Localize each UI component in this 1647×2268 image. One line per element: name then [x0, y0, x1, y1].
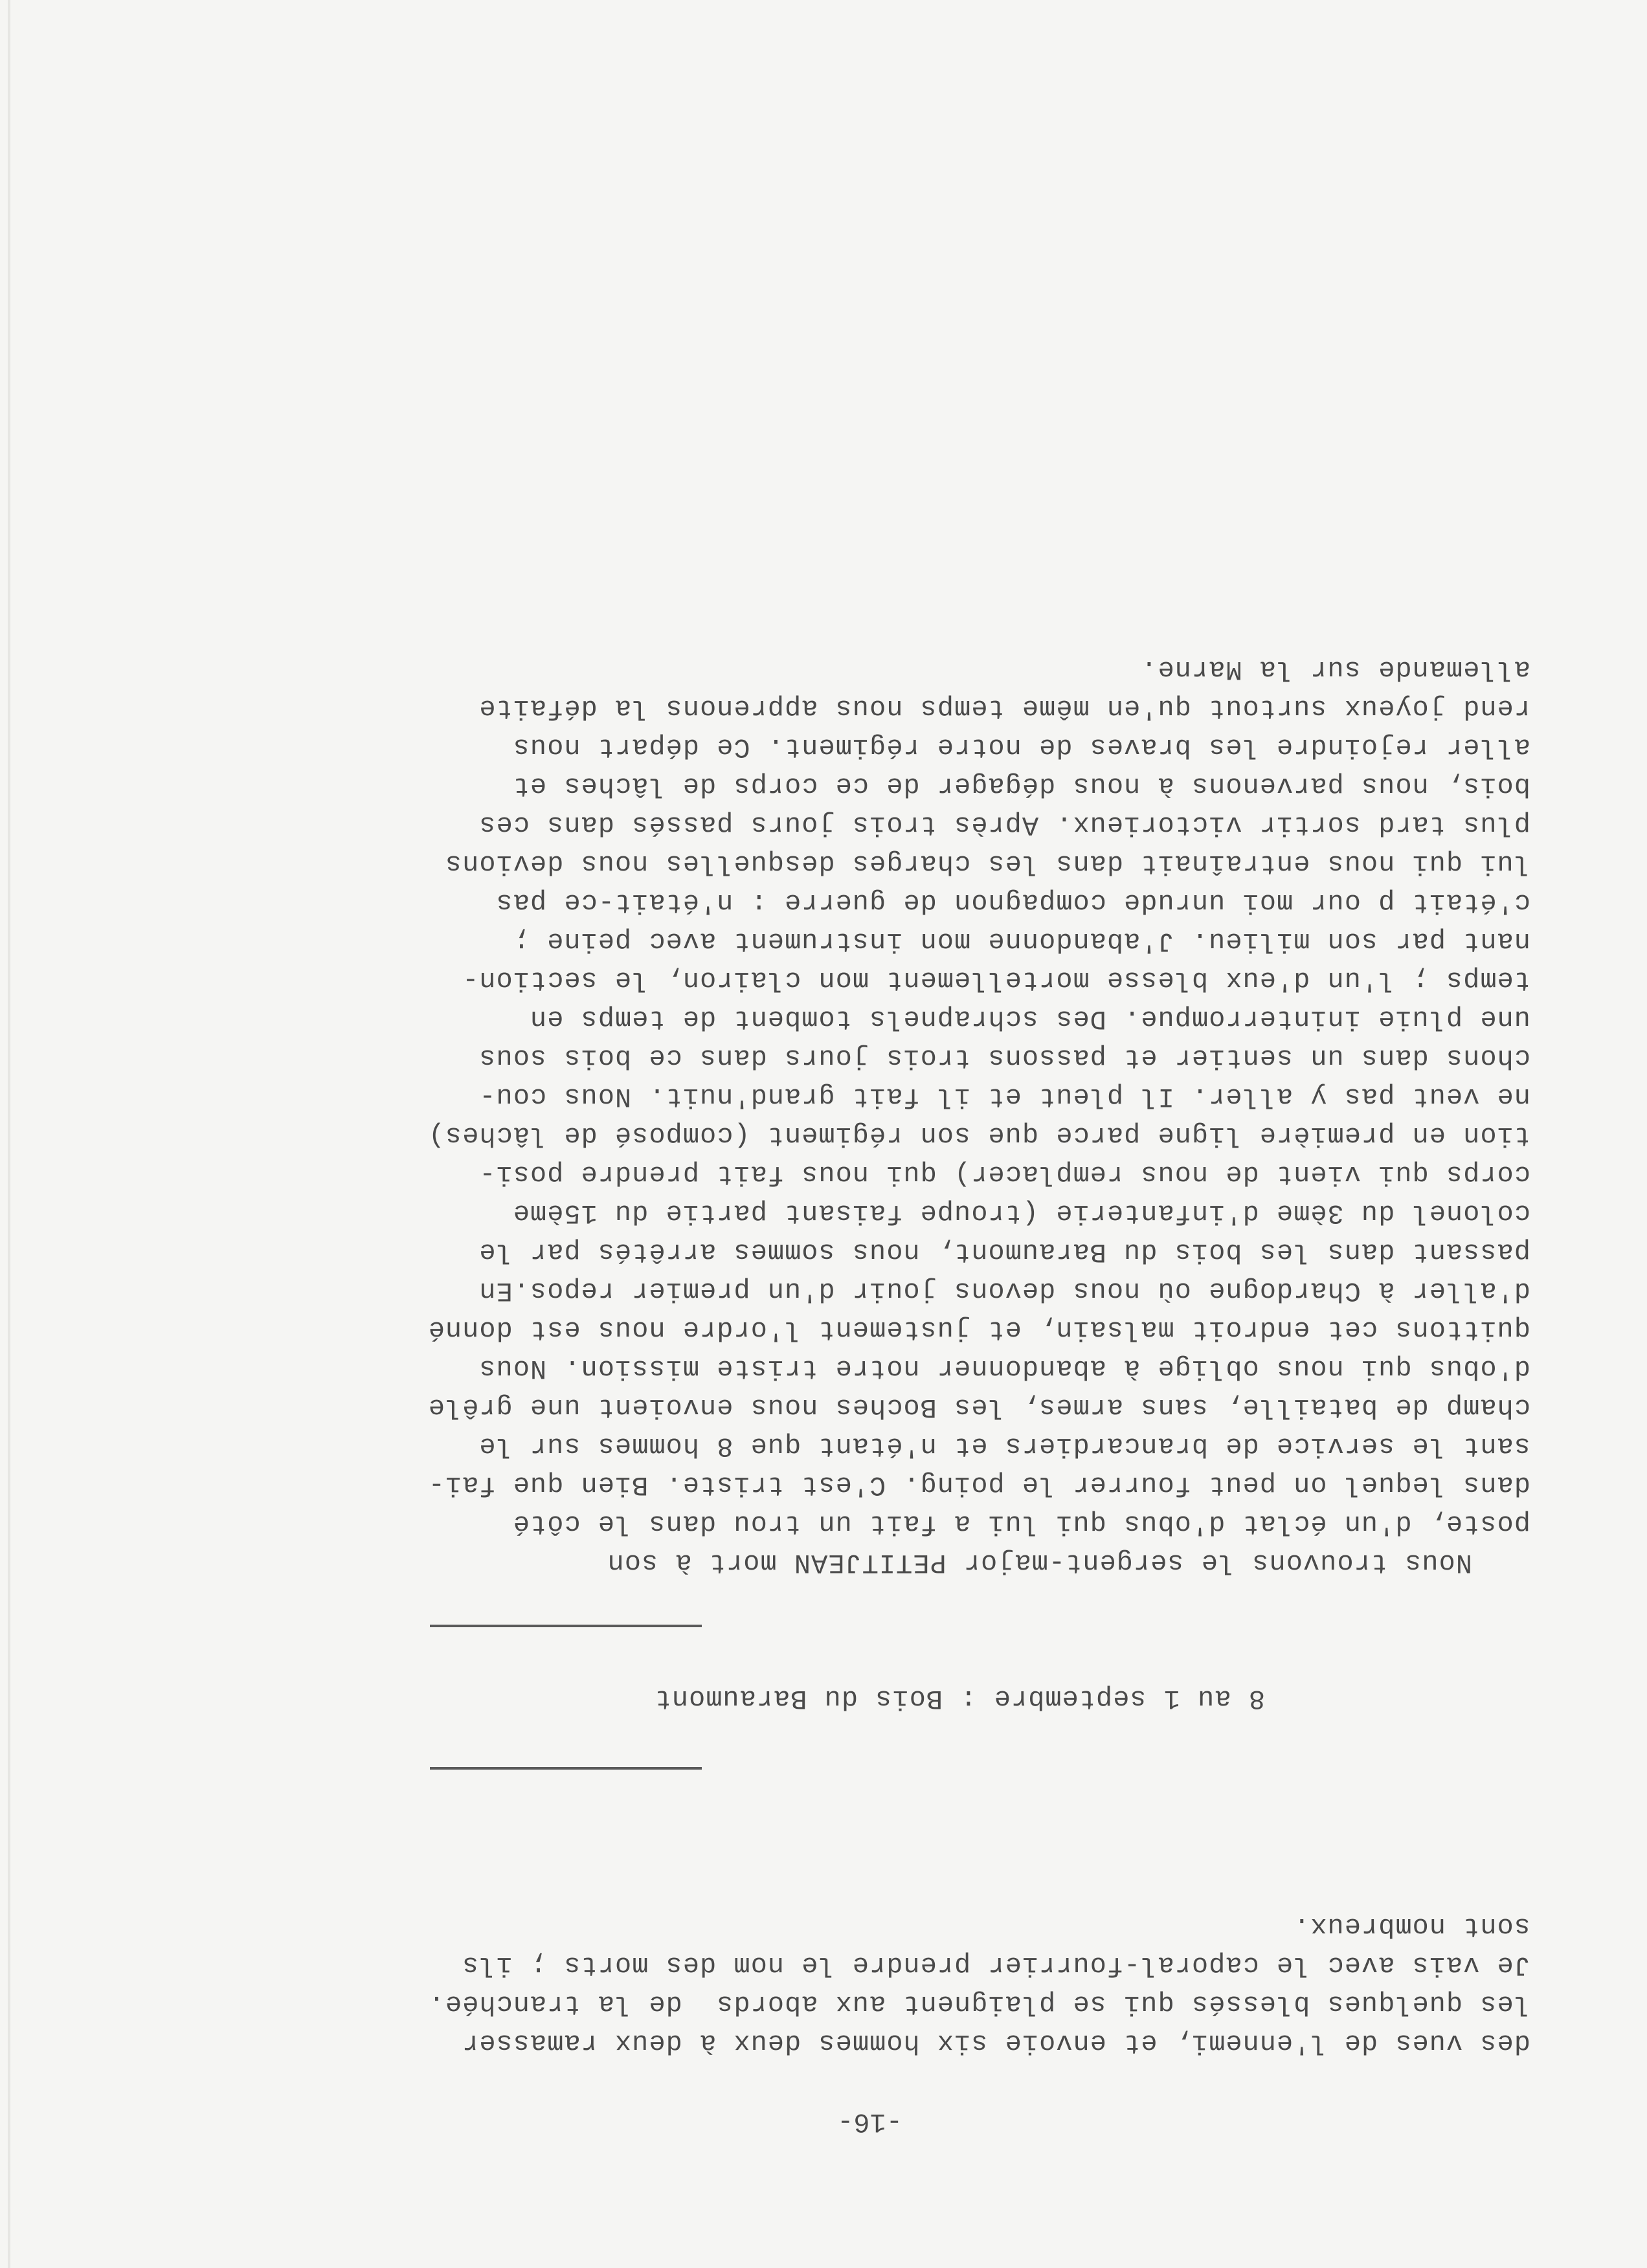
text-line: d'obus qui nous oblige à abandonner notre triste mission. Nous [478, 1353, 1530, 1384]
text-line: lui qui nous entraînait dans les charges desquelles nous devions [444, 848, 1530, 879]
text-line: les quelques blessés qui se plaignent aux abords de la tranchée. [427, 1988, 1530, 2019]
text-line: rend joyeux surtout qu'en même temps nous apprenons la défaite [478, 693, 1530, 724]
bottom-rule [430, 1625, 702, 1627]
section-heading: 8 au 1 septembre : Bois du Baraumont [654, 1683, 1265, 1714]
text-line: poste, d'un éclat d'obus qui lui a fait un trou dans le côté [512, 1508, 1530, 1539]
text-line: Nous trouvons le sergent-major PETITJEAN mort à son [607, 1547, 1472, 1578]
text-line: colonel du 3ème d'infanterie (troupe faisant partie du 15ème [512, 1197, 1530, 1228]
text-line: corps qui vient de nous remplacer) qui nous fait prendre posi- [478, 1159, 1530, 1190]
top-rule [430, 1767, 702, 1770]
text-line: allemande sur la Marne. [1140, 654, 1530, 685]
text-line: une pluie ininterrompue. Des schrapnels tombent de temps en [529, 1003, 1530, 1034]
text-line: nant par son milieu. J'abandonne mon instrument avec peine ; [512, 926, 1530, 957]
page-number: -16- [837, 2106, 902, 2137]
text-line: temps ; l'un d'eux blesse mortellement mon clairon, le section- [462, 964, 1530, 995]
text-line: sont nombreux. [1293, 1911, 1530, 1942]
text-line: aller rejoindre les braves de notre régiment. Ce départ nous [512, 731, 1530, 762]
text-line: Je vais avec le caporal-fourrier prendre le nom des morts ; ils [462, 1950, 1530, 1981]
text-line: champ de bataille, sans armes, les Boches nous envoient une grêle [427, 1392, 1530, 1423]
text-line: bois, nous parvenons à nous dégager de ce corps de lâches et [512, 770, 1530, 801]
text-line: sant le service de brancardiers et n'étant que 8 hommes sur le [478, 1430, 1530, 1462]
text-line: tion en première ligne parce que son régiment (composé de lâches) [427, 1120, 1530, 1151]
text-line: c'était p our moi unrude compagnon de guerre : n'était-ce pas [495, 887, 1530, 918]
text-line: ne veut pas y aller. Il pleut et il fait grand'nuit. Nous cou- [478, 1081, 1530, 1112]
text-line: chons dans un sentier et passons trois jours dans ce bois sous [478, 1042, 1530, 1073]
text-line: des vues de l'ennemi, et envoie six hommes deux à deux ramasser [462, 2027, 1530, 2058]
text-line: d'aller à Chardogne où nous devons jouir d'un premier repos.En [478, 1275, 1530, 1306]
text-line: dans lequel on peut fourrer le poing. C'est triste. Bien que fai- [427, 1469, 1530, 1500]
text-line: quittons cet endroit malsain, et justement l'ordre nous est donné [427, 1314, 1530, 1345]
text-line: plus tard sortir victorieux. Après trois jours passés dans ces [478, 809, 1530, 840]
text-line: passant dans les bois du Baraumont, nous sommes arrêtés par le [478, 1236, 1530, 1267]
